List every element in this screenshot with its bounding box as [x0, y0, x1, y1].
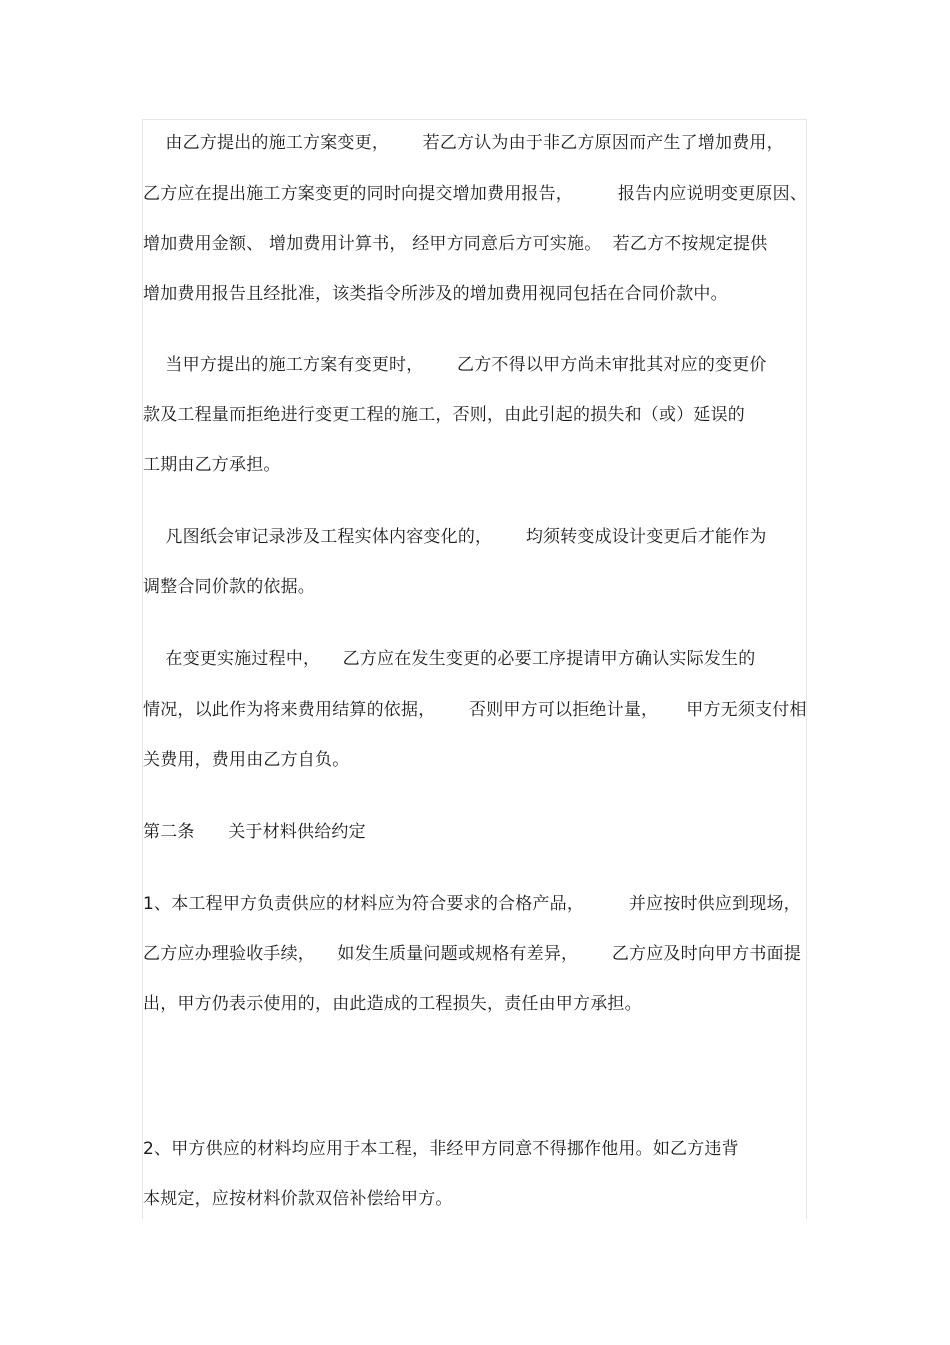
text-line: 乙方应在提出施工方案变更的同时向提交增加费用报告， 报告内应说明变更原因、 [143, 184, 808, 204]
text-line: 关费用，费用由乙方自负。 [143, 750, 350, 770]
text-line: 当甲方提出的施工方案有变更时， 乙方不得以甲方尚未审批其对应的变更价 [143, 355, 767, 375]
text-line: 2、甲方供应的材料均应用于本工程，非经甲方同意不得挪作他用。如乙方违背 [143, 1139, 739, 1159]
section-heading: 第二条 关于材料供给约定 [143, 822, 366, 842]
text-line: 在变更实施过程中， 乙方应在发生变更的必要工序提请甲方确认实际发生的 [143, 649, 756, 669]
text-line: 增加费用金额、 增加费用计算书， 经甲方同意后方可实施。 若乙方不按规定提供 [143, 234, 768, 254]
text-line: 出，甲方仍表示使用的，由此造成的工程损失，责任由甲方承担。 [143, 994, 642, 1014]
text-line: 工期由乙方承担。 [143, 455, 281, 475]
text-line: 情况，以此作为将来费用结算的依据， 否则甲方可以拒绝计量， 甲方无须支付相 [143, 700, 807, 720]
text-line: 凡图纸会审记录涉及工程实体内容变化的， 均须转变成设计变更后才能作为 [143, 527, 767, 547]
text-line: 由乙方提出的施工方案变更， 若乙方认为由于非乙方原因而产生了增加费用， [143, 133, 784, 153]
text-line: 1、本工程甲方负责供应的材料应为符合要求的合格产品， 并应按时供应到现场， [143, 894, 801, 914]
text-line: 调整合同价款的依据。 [143, 577, 315, 597]
text-line: 款及工程量而拒绝进行变更工程的施工，否则，由此引起的损失和（或）延误的 [143, 405, 745, 425]
text-line: 增加费用报告且经批准，该类指令所涉及的增加费用视同包括在合同价款中。 [143, 284, 728, 304]
text-line: 乙方应办理验收手续， 如发生质量问题或规格有差异， 乙方应及时向甲方书面提 [143, 944, 802, 964]
text-line: 本规定，应按材料价款双倍补偿给甲方。 [143, 1189, 453, 1209]
